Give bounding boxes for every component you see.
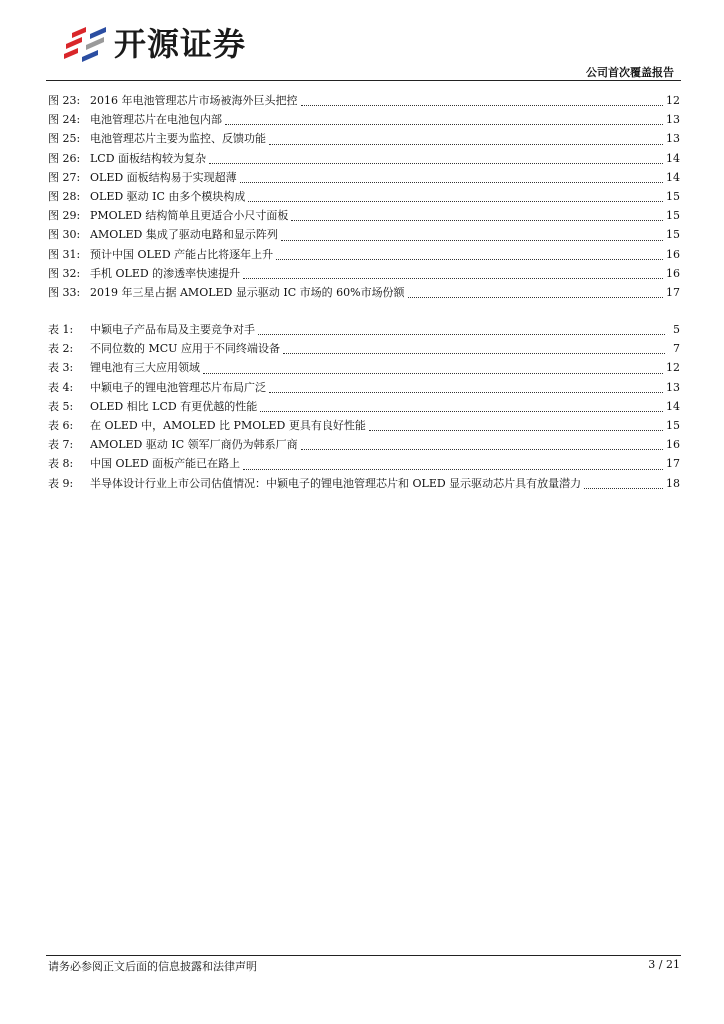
dot-leader: [209, 162, 663, 164]
toc-title: 电池管理芯片主要为监控、反馈功能: [90, 132, 266, 146]
toc-row[interactable]: [48, 378, 680, 397]
toc-label: 表 1:: [48, 323, 74, 336]
dot-leader: [248, 200, 663, 202]
toc-label: 图 24:: [48, 113, 81, 127]
toc-page: 13: [666, 113, 680, 127]
toc-row[interactable]: [48, 110, 680, 129]
toc-row[interactable]: [48, 187, 680, 206]
toc-page: 5: [673, 323, 680, 336]
table-list: [48, 320, 680, 493]
toc-page: 14: [666, 151, 680, 165]
toc-page: 13: [666, 380, 680, 394]
toc-page: 15: [666, 228, 680, 242]
toc-row[interactable]: [48, 206, 680, 225]
toc-label: 图 29:: [48, 209, 81, 223]
toc-row[interactable]: [48, 474, 680, 493]
toc-row[interactable]: [48, 264, 680, 283]
toc-label: 图 23:: [48, 94, 81, 107]
toc-label: 表 9:: [48, 476, 74, 490]
toc-page: 15: [666, 189, 680, 203]
page-header: [0, 0, 724, 82]
dot-leader: [269, 143, 663, 145]
toc-label: 表 8:: [48, 457, 74, 471]
toc-label: 图 26:: [48, 151, 81, 165]
toc-page: 13: [666, 132, 680, 146]
toc-title: 中颖电子产品布局及主要竞争对手: [90, 323, 255, 336]
toc-title: 不同位数的 MCU 应用于不同终端设备: [90, 342, 280, 356]
toc-title: 中国 OLED 面板产能已在路上: [90, 457, 241, 471]
toc-label: 图 32:: [48, 266, 81, 280]
toc-label: 图 33:: [48, 285, 81, 299]
toc-title: 锂电池有三大应用领域: [90, 361, 200, 375]
dot-leader: [276, 258, 663, 260]
dot-leader: [225, 123, 663, 125]
toc-title: 半导体设计行业上市公司估值情况：中颖电子的锂电池管理芯片和 OLED 显示驱动芯片具有放量潜力: [90, 476, 582, 490]
footer-disclaimer: 请务必参阅正文后面的信息披露和法律声明: [48, 960, 257, 973]
toc-title: OLED 驱动 IC 由多个模块构成: [90, 189, 246, 203]
toc-page: 17: [666, 457, 680, 471]
toc-page: 15: [666, 209, 680, 223]
toc-title: OLED 面板结构易于实现超薄: [90, 170, 237, 184]
toc-title: 2016 年电池管理芯片市场被海外巨头把控: [90, 94, 298, 107]
toc-row[interactable]: [48, 149, 680, 168]
dot-leader: [269, 391, 663, 393]
dot-leader: [301, 104, 664, 106]
toc-row[interactable]: [48, 358, 680, 377]
toc-page: 14: [666, 399, 680, 413]
toc-page: 16: [666, 266, 680, 280]
toc-row[interactable]: [48, 416, 680, 435]
report-type-label: 公司首次覆盖报告: [586, 66, 674, 79]
page-number: 3 / 21: [648, 958, 680, 971]
toc-label: 表 3:: [48, 361, 74, 375]
toc-label: 图 25:: [48, 132, 81, 146]
toc-title: LCD 面板结构较为复杂: [90, 151, 207, 165]
toc-row[interactable]: [48, 168, 680, 187]
toc-row[interactable]: [48, 129, 680, 148]
toc-page: 16: [666, 247, 680, 261]
toc-title: 预计中国 OLED 产能占比将逐年上升: [90, 247, 274, 261]
toc-page: 15: [666, 418, 680, 432]
dot-leader: [291, 219, 663, 221]
footer-divider: [46, 955, 681, 956]
toc-title: 电池管理芯片在电池包内部: [90, 113, 222, 127]
toc-label: 图 28:: [48, 189, 81, 203]
toc-label: 表 2:: [48, 342, 74, 356]
toc-label: 图 30:: [48, 228, 81, 242]
dot-leader: [243, 468, 663, 470]
toc-title: 中颖电子的锂电池管理芯片布局广泛: [90, 380, 266, 394]
header-divider: [46, 80, 681, 81]
kaiyuan-logo-icon: [62, 24, 108, 64]
figure-list: [48, 91, 680, 302]
toc-row[interactable]: [48, 245, 680, 264]
toc-title: AMOLED 集成了驱动电路和显示阵列: [90, 228, 278, 242]
dot-leader: [301, 448, 663, 450]
toc-page: 12: [666, 361, 680, 375]
toc-row[interactable]: [48, 454, 680, 473]
dot-leader: [258, 333, 665, 335]
toc-page: 12: [666, 94, 680, 107]
dot-leader: [243, 277, 663, 279]
toc-label: 表 7:: [48, 438, 74, 452]
toc-row[interactable]: [48, 225, 680, 244]
toc-row[interactable]: [48, 397, 680, 416]
toc-title: PMOLED 结构简单且更适合小尺寸面板: [90, 209, 289, 223]
toc-page: 14: [666, 170, 680, 184]
toc-page: 16: [666, 438, 680, 452]
toc-label: 表 4:: [48, 380, 74, 394]
toc-row[interactable]: [48, 435, 680, 454]
toc-title: 手机 OLED 的渗透率快速提升: [90, 266, 241, 280]
dot-leader: [260, 410, 663, 412]
dot-leader: [281, 239, 663, 241]
dot-leader: [240, 181, 663, 183]
dot-leader: [408, 296, 663, 298]
toc-label: 表 5:: [48, 399, 74, 413]
dot-leader: [283, 352, 665, 354]
dot-leader: [203, 372, 663, 374]
toc-title: 在 OLED 中，AMOLED 比 PMOLED 更具有良好性能: [90, 418, 366, 432]
toc-page: 7: [673, 342, 680, 356]
dot-leader: [369, 429, 663, 431]
toc-row[interactable]: [48, 91, 680, 110]
toc-row[interactable]: [48, 320, 680, 339]
toc-title: 2019 年三星占据 AMOLED 显示驱动 IC 市场的 60%市场份额: [90, 285, 405, 299]
toc-row[interactable]: [48, 283, 680, 302]
toc-row[interactable]: [48, 339, 680, 358]
brand-name: 开源证券: [114, 25, 247, 63]
toc-label: 图 27:: [48, 170, 81, 184]
toc-page: 18: [666, 476, 680, 490]
toc-label: 表 6:: [48, 418, 74, 432]
brand-logo: [62, 24, 246, 64]
toc-label: 图 31:: [48, 247, 81, 261]
toc-page: 17: [666, 285, 680, 299]
dot-leader: [584, 487, 663, 489]
toc-title: AMOLED 驱动 IC 领军厂商仍为韩系厂商: [90, 438, 298, 452]
toc-title: OLED 相比 LCD 有更优越的性能: [90, 399, 258, 413]
